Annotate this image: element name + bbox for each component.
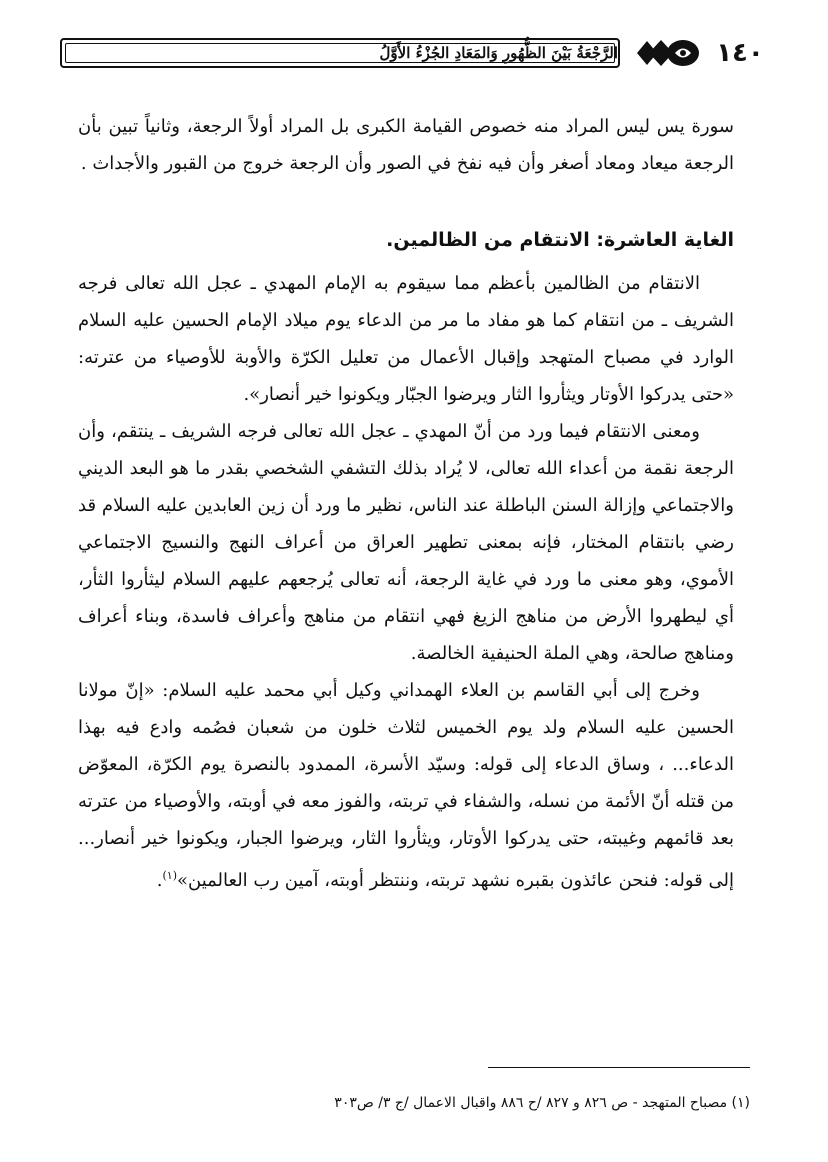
running-title: الرَّجْعَةُ بَيْنَ الظُّهُورِ وَالمَعَادِ الجُزْءُ الأَوَّلُ <box>379 44 618 62</box>
page-header <box>60 30 768 80</box>
paragraph-4-end: . <box>156 870 163 891</box>
page-number: ١٤٠ <box>716 38 764 68</box>
section-heading: الغاية العاشرة: الانتقام من الظالمين. <box>386 229 734 251</box>
footnote-divider <box>488 1067 750 1068</box>
running-title-box <box>60 38 620 68</box>
paragraph-1: سورة يس ليس المراد منه خصوص القيامة الكبرى بل المراد أولاً الرجعة، وثانياً تبين بأن الرجعة ميعاد ومعاد أصغر وأن فيه نفخ في الصور وأن الرجعة خروج من القبور والأجداث . <box>78 116 734 174</box>
paragraph-2: الانتقام من الظالمين بأعظم مما سيقوم به الإمام المهدي ـ عجل الله تعالى فرجه الشريف ـ من انتقام كما هو مفاد ما مر من الدعاء يوم ميلاد الإمام الحسين عليه السلام الوارد في مصباح المتهجد وإقبال الأعمال من تعليل الكرّة والأوبة للأوصياء من عترته: «حتى يدركوا الأوتار ويثأروا الثار ويرضوا الجبّار ويكونوا خير أنصار». <box>78 273 734 405</box>
paragraph-3: ومعنى الانتقام فيما ورد من أنّ المهدي ـ عجل الله تعالى فرجه الشريف ـ ينتقم، وأن الرجعة نقمة من أعداء الله تعالى، لا يُراد بذلك التشفي الشخصي بقدر ما هو البعد الديني والاجتماعي وإزالة السنن الباطلة عند الناس، نظير ما ورد أن زين العابدين عليه السلام قد رضي بانتقام المختار، فإنه بمعنى تطهير العراق من أعراف النهج والنسيج الاجتماعي الأموي، وهو معنى ما ورد في غاية الرجعة، أنه تعالى يُرجعهم عليهم السلام ليثأروا الثأر، أي ليطهروا الأرض من مناهج الزيغ فهي انتقام من مناهج وأعراف فاسدة، وبناء أعراف ومناهج صالحة، وهي الملة الحنيفية الخالصة. <box>78 421 734 664</box>
paragraph-4-text: وخرج إلى أبي القاسم بن العلاء الهمداني وكيل أبي محمد عليه السلام: «إنّ مولانا الحسين عليه السلام ولد يوم الخميس لثلاث خلون من شعبان فصُمه وادع فيه بهذا الدعاء... ، وساق الدعاء إلى قوله: وسيّد الأسرة، الممدود بالنصرة يوم الكرّة، المعوّض من قتله أنّ الأئمة من نسله، والشفاء في تربته، والفوز معه في أوبته، والأوصياء من عترته بعد قائمهم وغيبته، حتى يدركوا الأوتار، ويثأروا الثار، ويرضوا الجبار، ويكونوا خير أنصار... إلى قوله: فنحن عائذون بقبره نشهد تربته، وننتظر أوبته، آمين رب العالمين» <box>78 680 734 891</box>
main-text <box>78 108 734 899</box>
footnote: (١) مصباح المتهجد - ص ٨٢٦ و ٨٢٧ /ح ٨٨٦ واقبال الاعمال /ج ٣/ ص٣٠٣ <box>334 1095 750 1111</box>
paragraph-4 <box>78 672 734 899</box>
footnote-reference: (١) <box>162 869 177 882</box>
ornament-icon <box>635 36 703 70</box>
